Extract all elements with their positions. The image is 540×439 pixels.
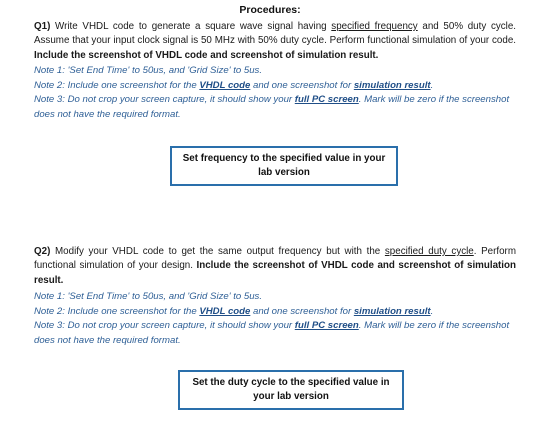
q2-note-2-vhdl-link: VHDL code <box>199 305 251 317</box>
q2-note-2-sim-link: simulation result <box>353 305 431 317</box>
q1-text-2: and 50% duty cycle. Assume that your input clock signal is 50 MHz with 50% duty cycle. Perform functional simulation of your code. <box>34 21 516 47</box>
q2-note-2-text: Note 2: Include one screenshot for the <box>34 305 200 317</box>
q1-notes <box>34 64 516 122</box>
q2-underlined: specified duty cycle <box>384 246 474 257</box>
q2-text-2: . Perform functional simulation of your design. <box>34 246 516 272</box>
q2-bold-instruction: Include the screenshot of VHDL code and screenshot of simulation result. <box>34 260 516 286</box>
q2-note-3-pc-link: full PC screen <box>294 320 359 332</box>
q1-note-2-mid: and one screenshot for <box>250 79 354 91</box>
q2-note-3 <box>34 319 516 348</box>
q1-paragraph <box>34 20 516 63</box>
q2-callout-text: Set the duty cycle to the specified value in your lab version <box>192 377 390 402</box>
q1-note-2-vhdl-link: VHDL code <box>199 79 251 91</box>
q1-callout-text: Set frequency to the specified value in your lab version <box>182 153 386 178</box>
q1-note-2-sim-link: simulation result <box>353 79 431 91</box>
q1-label: Q1) <box>34 21 51 32</box>
q1-note-2-text: Note 2: Include one screenshot for the <box>34 79 200 91</box>
q1-note-1: Note 1: 'Set End Time' to 50us, and 'Grid Size' to 5us. <box>34 65 263 76</box>
q2-label: Q2) <box>34 246 51 257</box>
q2-note-3-text: Note 3: Do not crop your screen capture, it should show your <box>34 320 295 332</box>
q1-callout-box <box>170 146 398 186</box>
q1-underlined: specified frequency <box>331 21 418 32</box>
q1-note-3-text: Note 3: Do not crop your screen capture, it should show your <box>34 94 295 106</box>
q2-text-1: Modify your VHDL code to get the same output frequency but with the <box>50 246 385 257</box>
q2-note-2-mid: and one screenshot for <box>250 305 354 317</box>
q1-bold-instruction: Include the screenshot of VHDL code and screenshot of simulation result. <box>34 49 379 61</box>
q2-note-3-end: . Mark will be zero if the screenshot does not have the required format. <box>34 320 510 346</box>
q2-notes <box>34 290 516 348</box>
q2-callout-box <box>178 370 404 410</box>
q2-note-2 <box>34 305 516 320</box>
q1-note-2 <box>34 79 516 94</box>
page-title: Procedures: <box>239 4 301 16</box>
q1-note-3-pc-link: full PC screen <box>294 94 359 106</box>
q1-text-1: Write VHDL code to generate a square wave signal having <box>50 21 332 32</box>
q1-note-2-end: . <box>430 79 434 91</box>
q2-note-2-end: . <box>430 305 434 317</box>
q1-note-3 <box>34 93 516 122</box>
q2-paragraph <box>34 245 516 288</box>
q1-note-3-end: . Mark will be zero if the screenshot does not have the required format. <box>34 94 510 120</box>
q2-note-1: Note 1: 'Set End Time' to 50us, and 'Grid Size' to 5us. <box>34 291 263 302</box>
